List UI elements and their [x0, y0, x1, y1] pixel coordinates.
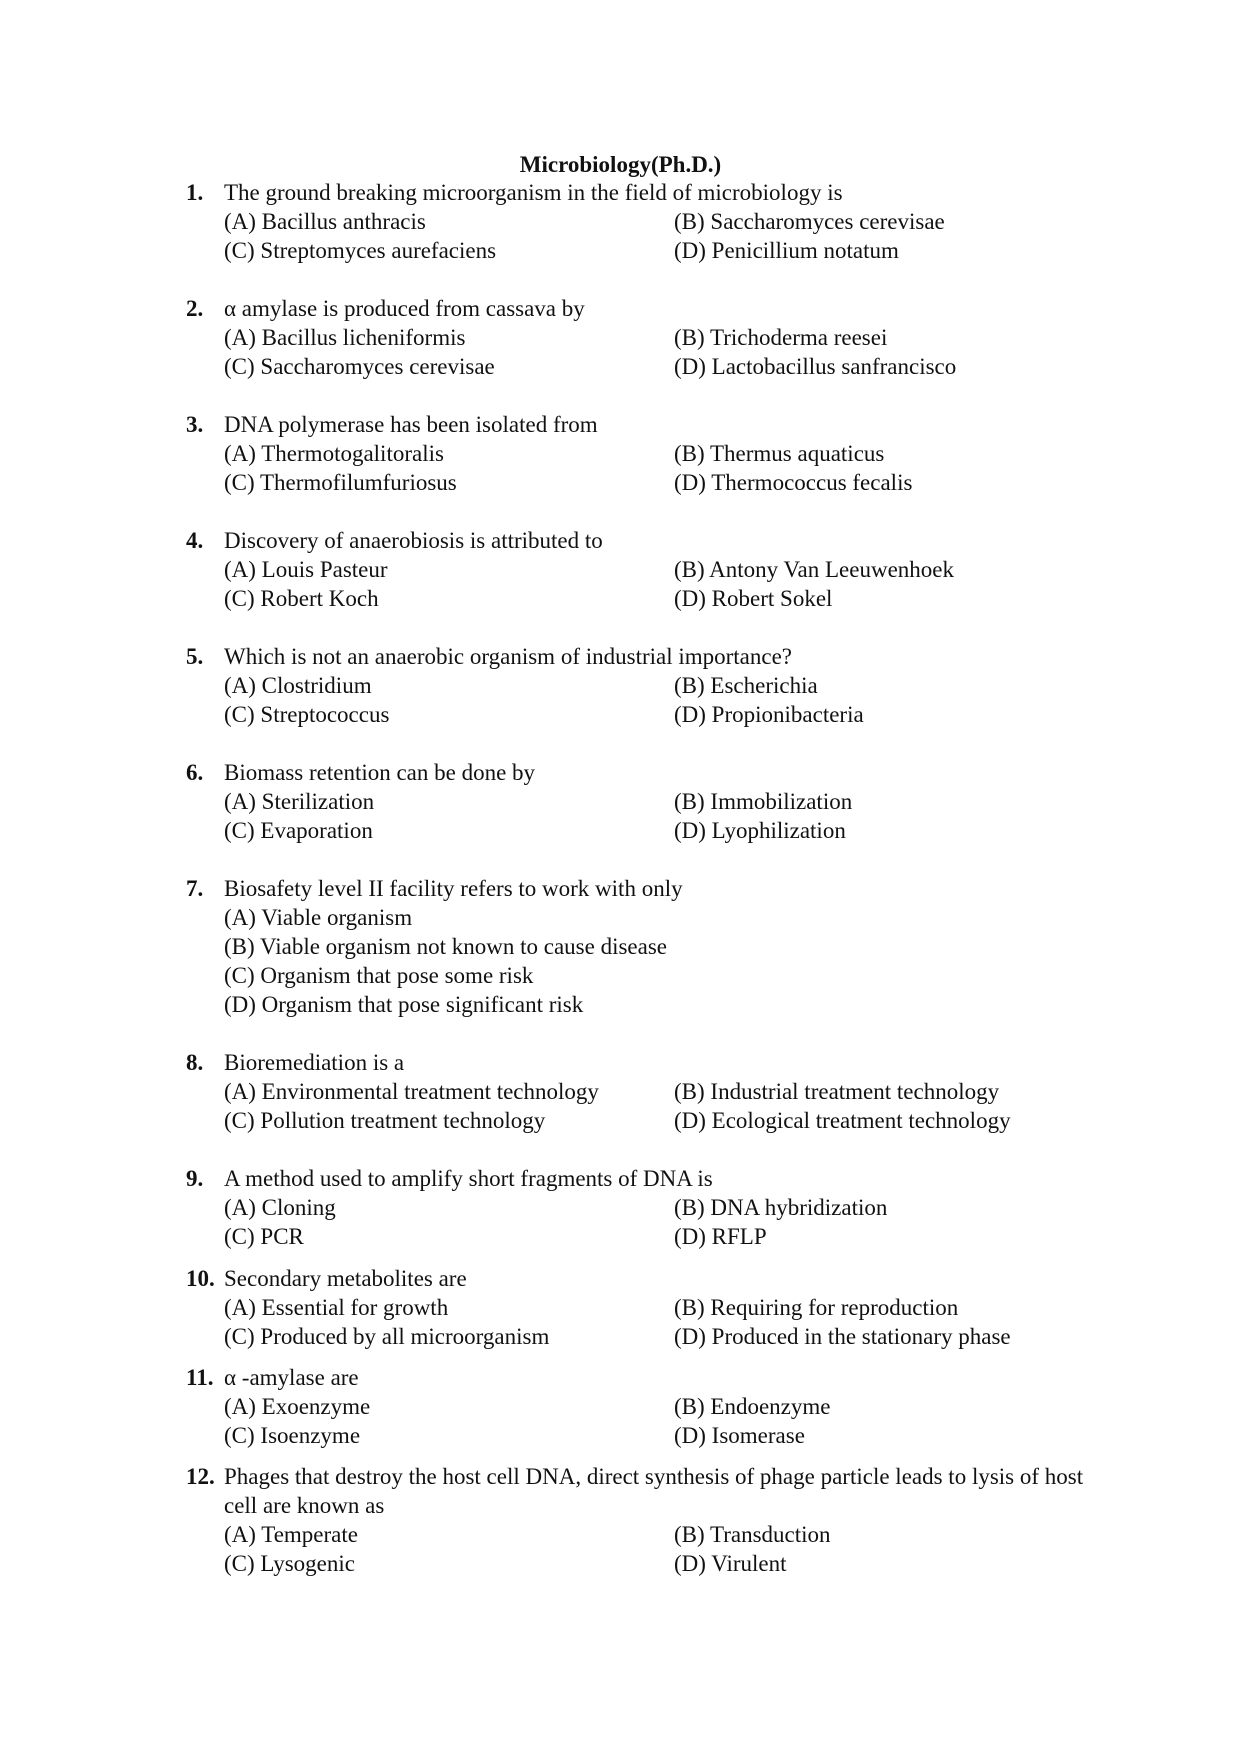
question-text: α amylase is produced from cassava by: [224, 296, 585, 321]
question-text: α -amylase are: [224, 1365, 359, 1390]
option-b: (B) Trichoderma reesei: [674, 325, 888, 350]
option-grid: [224, 1077, 1106, 1135]
question-11: [186, 1363, 1106, 1450]
question-number: 3.: [186, 412, 204, 437]
option-b: (B) DNA hybridization: [674, 1195, 888, 1220]
question-text: A method used to amplify short fragments of DNA is: [224, 1166, 713, 1191]
question-number: 2.: [186, 296, 204, 321]
option-d: (D) Organism that pose significant risk: [224, 992, 584, 1017]
option-grid: [224, 439, 1106, 497]
question-7: [186, 874, 1106, 1019]
option-list: [224, 903, 1106, 1019]
option-d: (D) Ecological treatment technology: [674, 1108, 1011, 1133]
option-grid: [224, 671, 1106, 729]
option-grid: [224, 1193, 1106, 1251]
question-number: 7.: [186, 876, 204, 901]
question-text: Phages that destroy the host cell DNA, direct synthesis of phage particle leads to lysis of host cell are known as: [224, 1464, 1084, 1518]
question-number: 8.: [186, 1050, 204, 1075]
question-3: [186, 410, 1106, 497]
page-title: Microbiology(Ph.D.): [519, 152, 722, 177]
option-c: (C) Evaporation: [224, 818, 373, 843]
option-b: (B) Transduction: [674, 1522, 831, 1547]
option-b: (B) Thermus aquaticus: [674, 441, 885, 466]
option-d: (D) Penicillium notatum: [674, 238, 899, 263]
option-a: (A) Cloning: [224, 1195, 336, 1220]
question-text: Secondary metabolites are: [224, 1266, 467, 1291]
option-c: (C) Streptococcus: [224, 702, 390, 727]
question-number: 4.: [186, 528, 204, 553]
option-a: (A) Thermotogalitoralis: [224, 441, 444, 466]
question-2: [186, 294, 1106, 381]
option-c: (C) Pollution treatment technology: [224, 1108, 546, 1133]
option-grid: [224, 1520, 1106, 1578]
question-text: DNA polymerase has been isolated from: [224, 412, 598, 437]
option-d: (D) Isomerase: [674, 1423, 805, 1448]
option-d: (D) Produced in the stationary phase: [674, 1324, 1011, 1349]
question-text: Biomass retention can be done by: [224, 760, 536, 785]
question-number: 11.: [186, 1365, 214, 1390]
question-number: 1.: [186, 180, 204, 205]
option-a: (A) Exoenzyme: [224, 1394, 371, 1419]
question-text: Which is not an anaerobic organism of industrial importance?: [224, 644, 793, 669]
option-d: (D) Robert Sokel: [674, 586, 833, 611]
option-b: (B) Requiring for reproduction: [674, 1295, 959, 1320]
option-a: (A) Clostridium: [224, 673, 372, 698]
option-grid: [224, 787, 1106, 845]
question-number: 6.: [186, 760, 204, 785]
option-b: (B) Industrial treatment technology: [674, 1079, 1000, 1104]
question-1: [186, 178, 1106, 265]
question-10: [186, 1264, 1106, 1351]
option-grid: [224, 323, 1106, 381]
question-12: [186, 1462, 1106, 1578]
question-text: Bioremediation is a: [224, 1050, 405, 1075]
question-6: [186, 758, 1106, 845]
option-b: (B) Endoenzyme: [674, 1394, 831, 1419]
option-a: (A) Sterilization: [224, 789, 375, 814]
option-a: (A) Louis Pasteur: [224, 557, 388, 582]
option-d: (D) Virulent: [674, 1551, 787, 1576]
question-9: [186, 1164, 1106, 1251]
question-number: 5.: [186, 644, 204, 669]
option-b: (B) Saccharomyces cerevisae: [674, 209, 945, 234]
option-c: (C) Organism that pose some risk: [224, 963, 534, 988]
question-text: The ground breaking microorganism in the field of microbiology is: [224, 180, 843, 205]
option-d: (D) RFLP: [674, 1224, 767, 1249]
option-b: (B) Immobilization: [674, 789, 853, 814]
question-number: 10.: [186, 1266, 215, 1291]
option-a: (A) Bacillus anthracis: [224, 209, 426, 234]
option-c: (C) Streptomyces aurefaciens: [224, 238, 497, 263]
question-5: [186, 642, 1106, 729]
option-a: (A) Environmental treatment technology: [224, 1079, 599, 1104]
option-c: (C) Produced by all microorganism: [224, 1324, 550, 1349]
option-d: (D) Thermococcus fecalis: [674, 470, 913, 495]
option-a: (A) Essential for growth: [224, 1295, 449, 1320]
option-b: (B) Antony Van Leeuwenhoek: [674, 557, 954, 582]
option-c: (C) Thermofilumfuriosus: [224, 470, 457, 495]
option-c: (C) Lysogenic: [224, 1551, 355, 1576]
option-b: (B) Viable organism not known to cause disease: [224, 934, 667, 959]
question-list: [186, 178, 1106, 1578]
option-c: (C) PCR: [224, 1224, 304, 1249]
option-grid: [224, 207, 1106, 265]
option-b: (B) Escherichia: [674, 673, 818, 698]
question-8: [186, 1048, 1106, 1135]
option-grid: [224, 1392, 1106, 1450]
question-4: [186, 526, 1106, 613]
option-grid: [224, 1293, 1106, 1351]
option-c: (C) Saccharomyces cerevisae: [224, 354, 495, 379]
question-number: 12.: [186, 1464, 215, 1489]
option-a: (A) Bacillus licheniformis: [224, 325, 466, 350]
option-a: (A) Viable organism: [224, 905, 413, 930]
option-d: (D) Propionibacteria: [674, 702, 864, 727]
option-c: (C) Isoenzyme: [224, 1423, 361, 1448]
question-text: Discovery of anaerobiosis is attributed to: [224, 528, 603, 553]
option-a: (A) Temperate: [224, 1522, 358, 1547]
option-grid: [224, 555, 1106, 613]
option-c: (C) Robert Koch: [224, 586, 379, 611]
option-d: (D) Lactobacillus sanfrancisco: [674, 354, 957, 379]
question-number: 9.: [186, 1166, 204, 1191]
question-text: Biosafety level II facility refers to work with only: [224, 876, 683, 901]
option-d: (D) Lyophilization: [674, 818, 846, 843]
